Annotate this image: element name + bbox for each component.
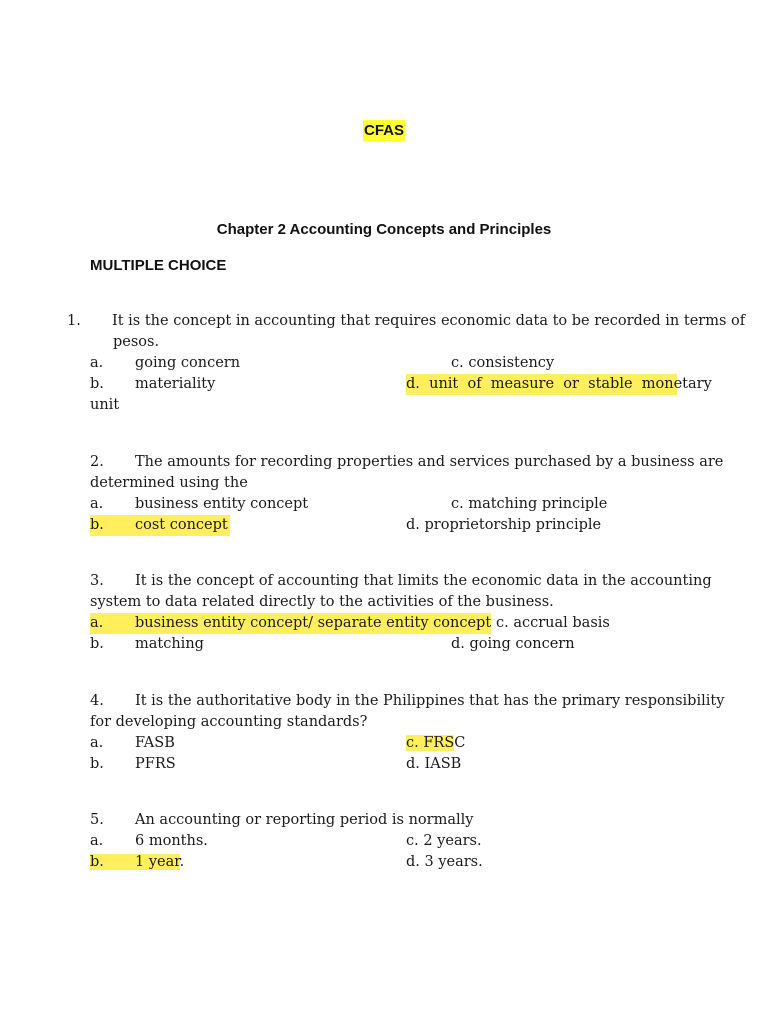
question-text-cont: pesos. (113, 334, 160, 350)
option-c: c. consistency (451, 355, 555, 371)
section-heading: MULTIPLE CHOICE (90, 257, 227, 274)
question-text: An accounting or reporting period is normally (135, 812, 474, 828)
option-d: d. IASB (406, 756, 462, 772)
question-text-cont: determined using the (90, 475, 248, 491)
question-text: It is the authoritative body in the Philippines that has the primary responsibility (135, 693, 725, 709)
option-a: a. business entity concept (90, 496, 309, 512)
document-title: CFAS (363, 122, 404, 139)
option-b-answer: b. cost concept (90, 515, 230, 536)
chapter-heading: Chapter 2 Accounting Concepts and Principles (216, 221, 552, 238)
question-number: 1. (67, 313, 81, 329)
question-text: It is the concept of accounting that limits the economic data in the accounting (135, 573, 712, 589)
option-d-answer: d. unit of measure or stable monetary (406, 374, 677, 395)
question-number: 5. (90, 812, 104, 828)
option-d: d. proprietorship principle (406, 517, 602, 533)
question-2 (90, 452, 724, 536)
option-c: c. 2 years. (406, 833, 482, 849)
question-5 (90, 810, 678, 873)
question-text-cont: system to data related directly to the activities of the business. (90, 594, 554, 610)
option-b: b. materiality (90, 376, 216, 392)
option-a: a. 6 months. (90, 833, 208, 849)
option-d-cont: unit (90, 397, 120, 413)
option-a-answer: a. business entity concept/ separate entity concept (90, 613, 491, 634)
question-4 (90, 691, 725, 775)
option-b: b. PFRS (90, 756, 176, 772)
option-c: c. accrual basis (496, 615, 610, 631)
question-number: 2. (90, 454, 104, 470)
question-1 (67, 311, 746, 416)
option-b: b. matching (90, 636, 204, 652)
option-d: d. going concern (451, 636, 575, 652)
option-a: a. FASB (90, 735, 175, 751)
option-d: d. 3 years. (406, 854, 483, 870)
option-c-answer: c. FRSC (406, 735, 466, 751)
question-number: 3. (90, 573, 104, 589)
question-text-cont: for developing accounting standards? (90, 714, 368, 730)
question-number: 4. (90, 693, 104, 709)
question-text: The amounts for recording properties and services purchased by a business are (135, 454, 724, 470)
option-c: c. matching principle (451, 496, 608, 512)
option-a: a. going concern (90, 355, 241, 371)
question-text: It is the concept in accounting that requires economic data to be recorded in terms of (112, 313, 746, 329)
option-b-answer: b. 1 year. (90, 854, 185, 870)
question-3 (90, 571, 712, 655)
